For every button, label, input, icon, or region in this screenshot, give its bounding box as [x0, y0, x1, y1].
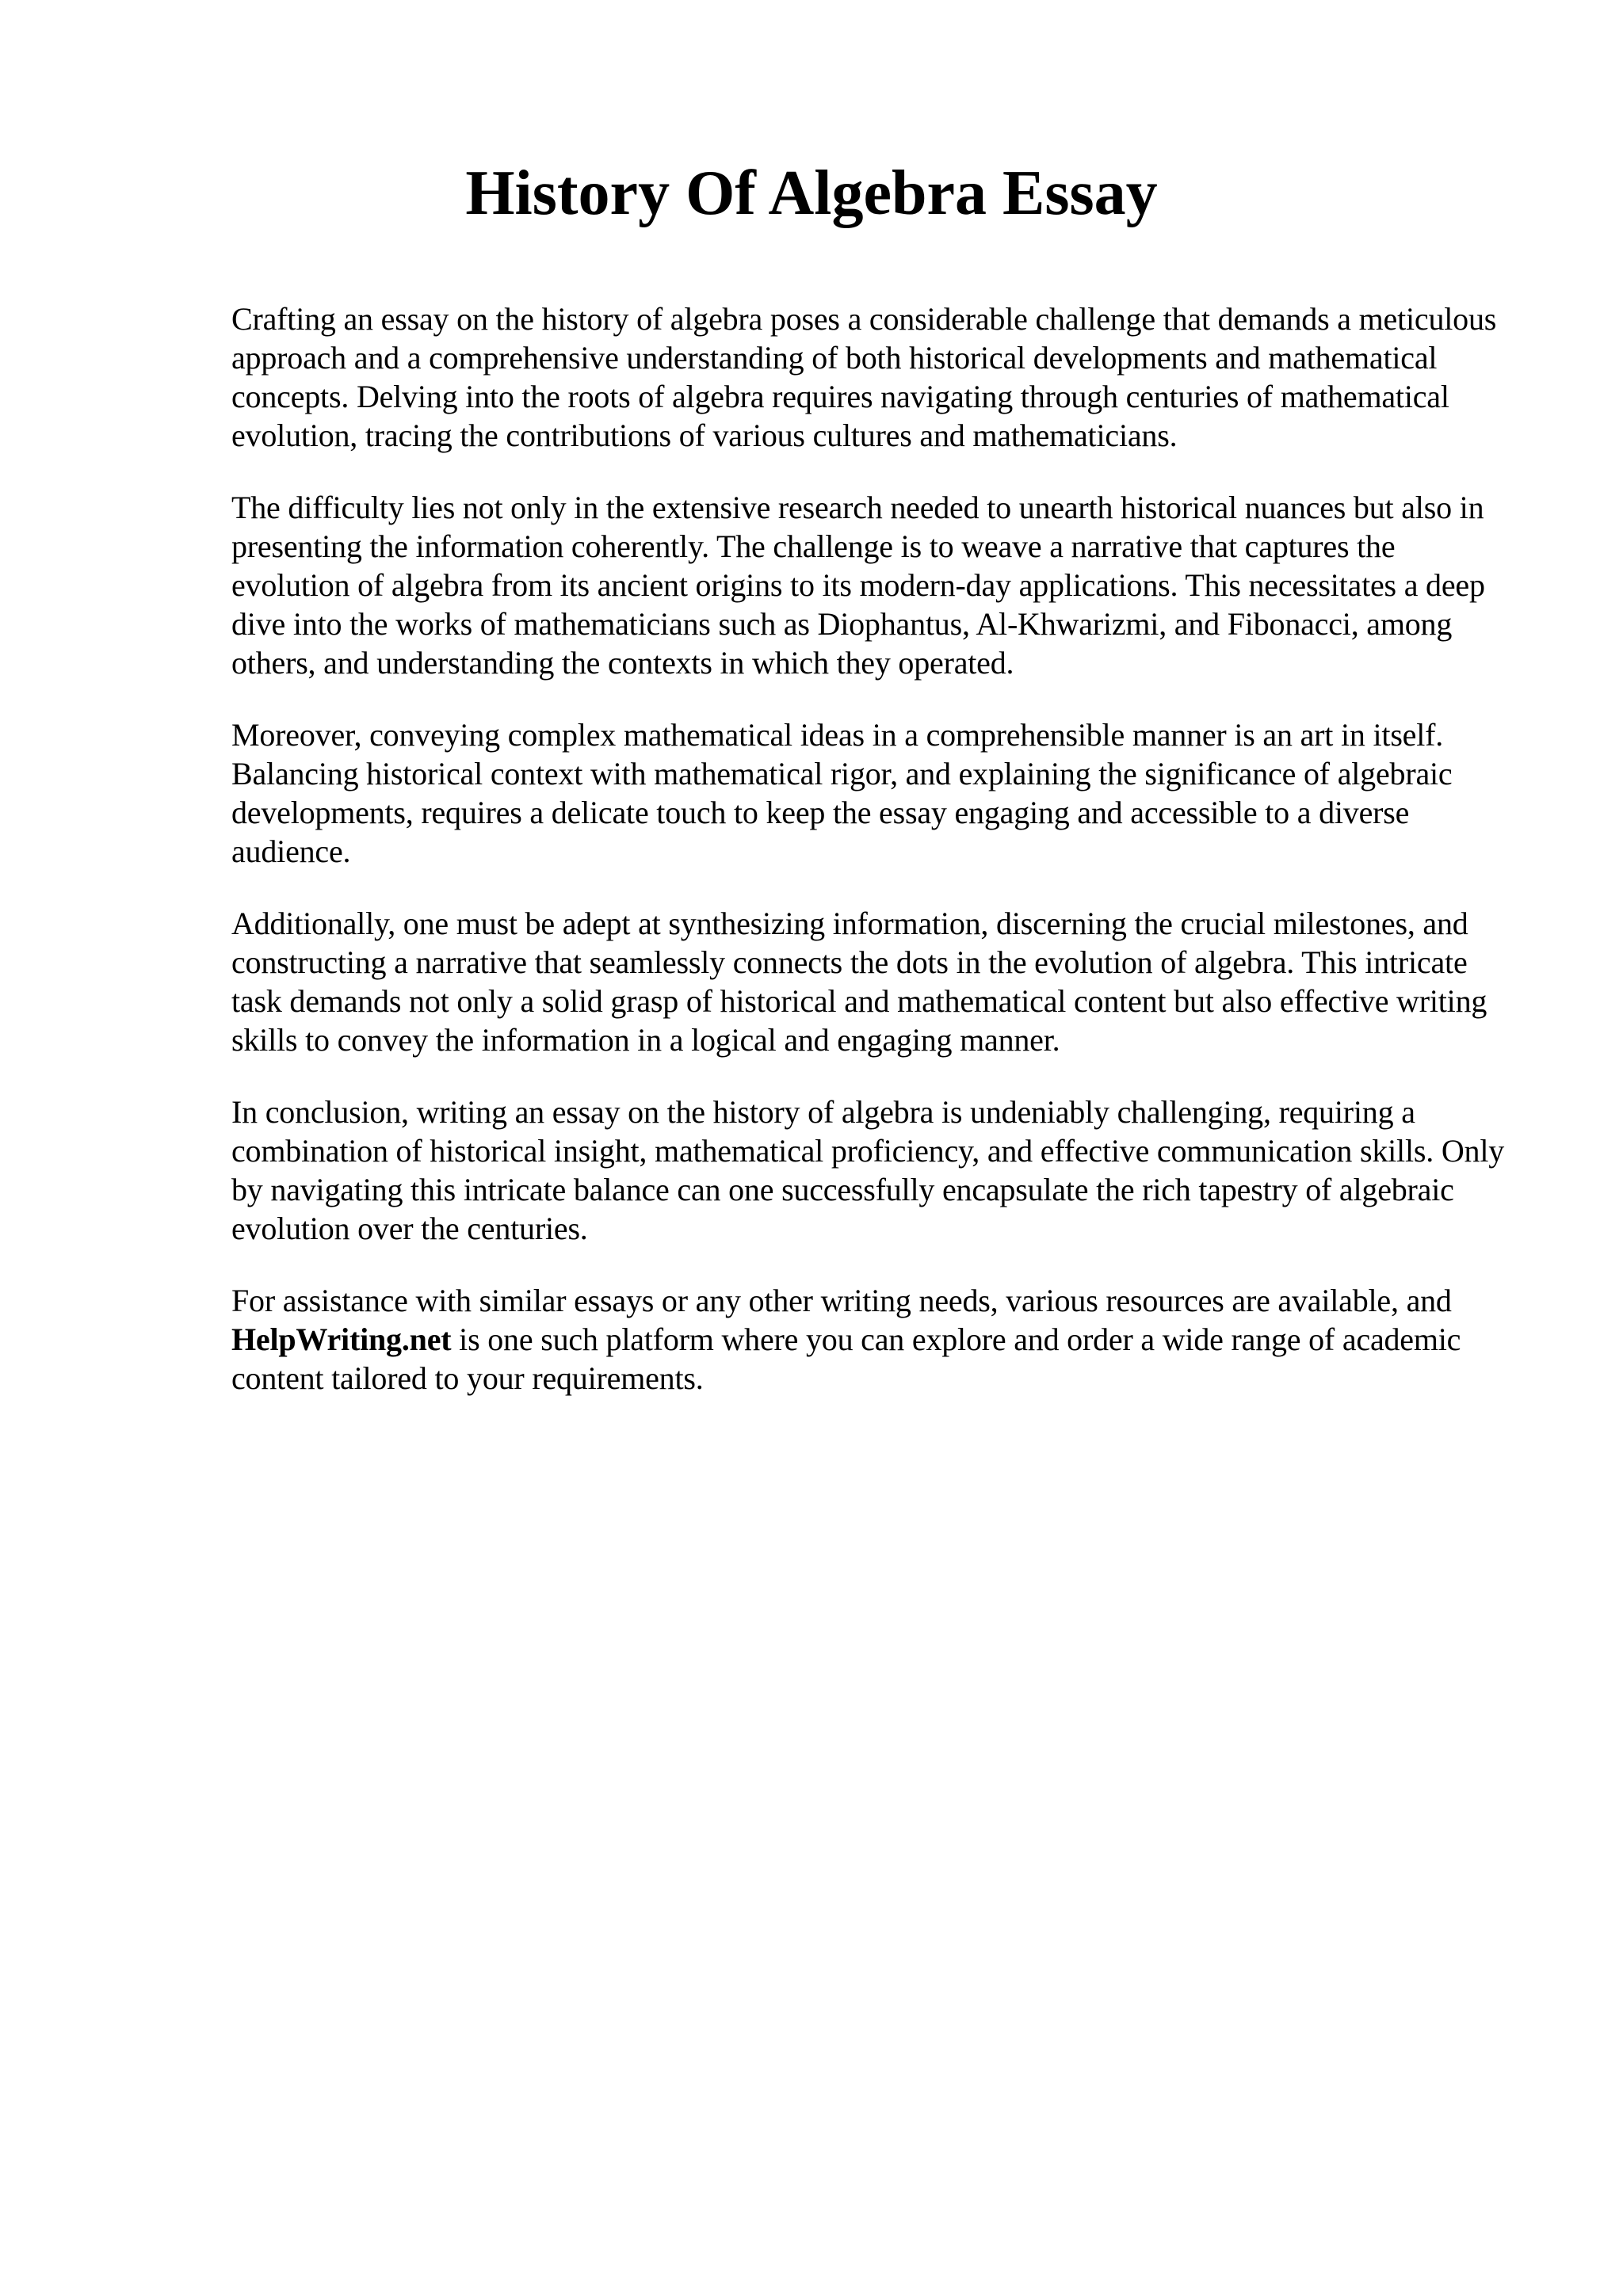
paragraph-synthesizing: Additionally, one must be adept at synthesizing information, discerning the crucial milestones, and constructing a narrative that seamlessly connects the dots in the evolution of algebra. This intricate task demands not only a solid grasp of historical and mathematical content but also effective writing skills to convey the information in a logical and engaging manner.: [231, 906, 1487, 1058]
paragraph-conclusion: In conclusion, writing an essay on the history of algebra is undeniably challenging, requiring a combination of historical insight, mathematical proficiency, and effective communication skills. Only by navigating this intricate balance can one successfully encapsulate the rich tapestry of algebraic evolution over the centuries.: [231, 1094, 1505, 1246]
paragraph-difficulty: The difficulty lies not only in the extensive research needed to unearth historical nuances but also in presenting the information coherently. The challenge is to weave a narrative that captures the evolution of algebra from its ancient origins to its modern-day applications. This necessitates a deep dive into the works of mathematicians such as Diophantus, Al-Khwarizmi, and Fibonacci, among others, and understanding the contexts in which they operated.: [231, 490, 1485, 681]
paragraph-intro: Crafting an essay on the history of algebra poses a considerable challenge that demands a meticulous approach and a comprehensive understanding of both historical developments and mathematical concepts. Delving into the roots of algebra requires navigating through centuries of mathematical evolution, tracing the contributions of various cultures and mathematicians.: [231, 301, 1497, 453]
document-title: History Of Algebra Essay: [465, 158, 1158, 228]
document-body: [231, 299, 1515, 1431]
paragraph-assistance: [231, 1281, 1515, 1398]
paragraph-conveying-ideas: Moreover, conveying complex mathematical ideas in a comprehensible manner is an art in itself. Balancing historical context with mathematical rigor, and explaining the significance of algebraic developments, requires a delicate touch to keep the essay engaging and accessible to a diverse audience.: [231, 717, 1453, 869]
brand-name: HelpWriting.net: [231, 1322, 452, 1357]
assistance-lead-text: For assistance with similar essays or any other writing needs, various resources are available, and: [231, 1283, 1452, 1318]
assistance-tail-text: is one such platform where you can explore and order a wide range of academic content tailored to your requirements.: [231, 1322, 1461, 1396]
